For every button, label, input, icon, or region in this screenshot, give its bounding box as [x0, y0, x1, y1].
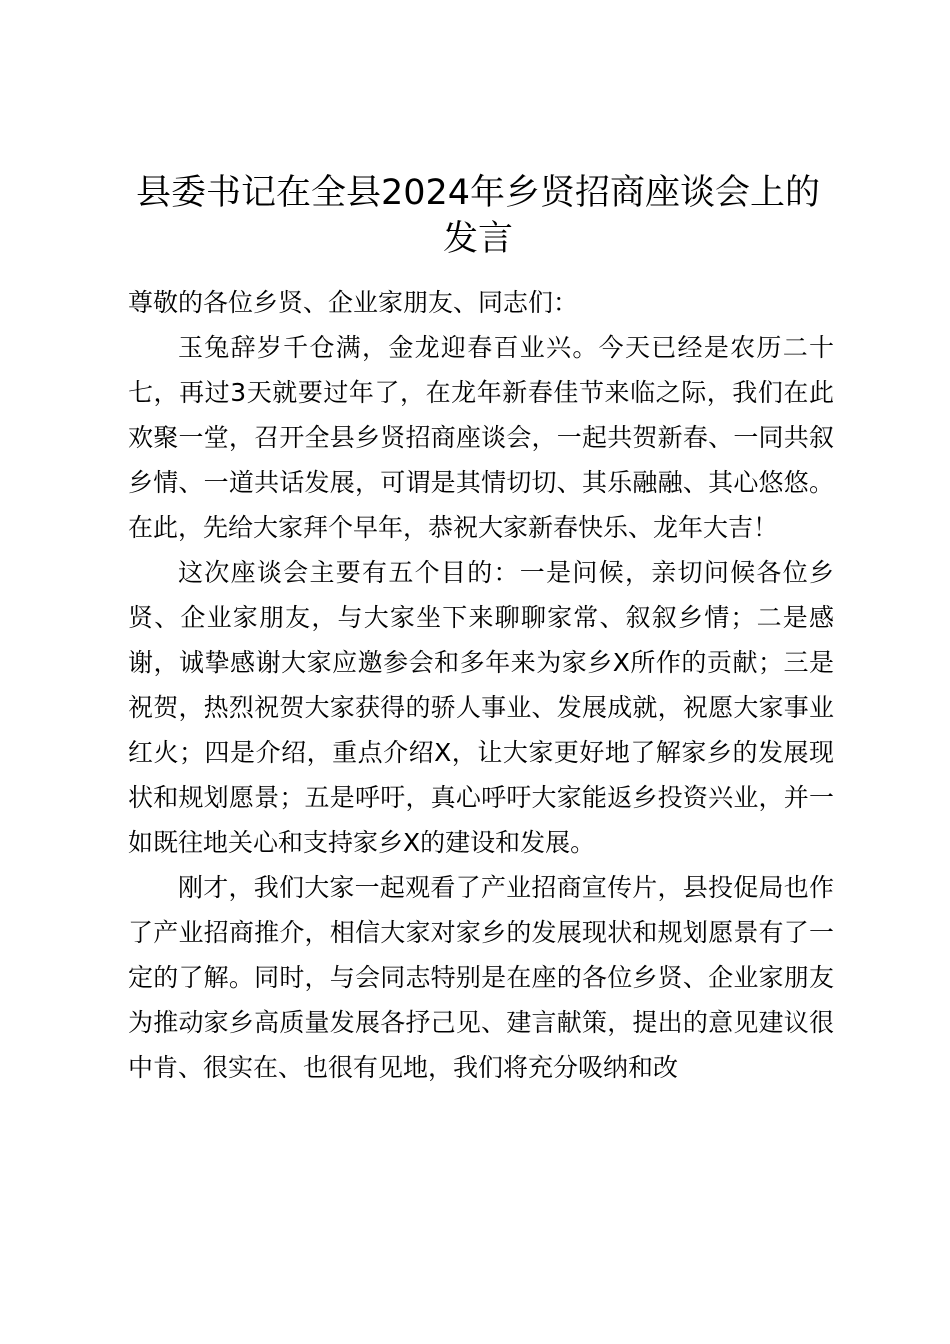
paragraph-2: 这次座谈会主要有五个目的：一是问候，亲切问候各位乡贤、企业家朋友，与大家坐下来聊聊家常、叙叙乡情；二是感谢，诚挚感谢大家应邀参会和多年来为家乡X所作的贡献；三是祝贺，热烈祝贺大家获得的骄人事业、发展成就，祝愿大家事业红火；四是介绍，重点介绍X，让大家更好地了解家乡的发展现状和规划愿景；五是呼吁，真心呼吁大家能返乡投资兴业，并一如既往地关心和支持家乡X的建设和发展。 — [128, 558, 834, 857]
document-body — [128, 280, 834, 1090]
paragraph-3: 刚才，我们大家一起观看了产业招商宣传片，县投促局也作了产业招商推介，相信大家对家乡的发展现状和规划愿景有了一定的了解。同时，与会同志特别是在座的各位乡贤、企业家朋友为推动家乡高质量发展各抒己见、建言献策，提出的意见建议很中肯、很实在、也很有见地，我们将充分吸纳和改 — [128, 873, 834, 1082]
salutation: 尊敬的各位乡贤、企业家朋友、同志们： — [128, 288, 579, 317]
document-title: 县委书记在全县2024年乡贤招商座谈会上的发言 — [135, 173, 821, 259]
paragraph-1: 玉兔辞岁千仓满，金龙迎春百业兴。今天已经是农历二十七，再过3天就要过年了，在龙年新春佳节来临之际，我们在此欢聚一堂，召开全县乡贤招商座谈会，一起共贺新春、一同共叙乡情、一道共话发展，可谓是其情切切、其乐融融、其心悠悠。在此，先给大家拜个早年，恭祝大家新春快乐、龙年大吉！ — [128, 333, 834, 542]
